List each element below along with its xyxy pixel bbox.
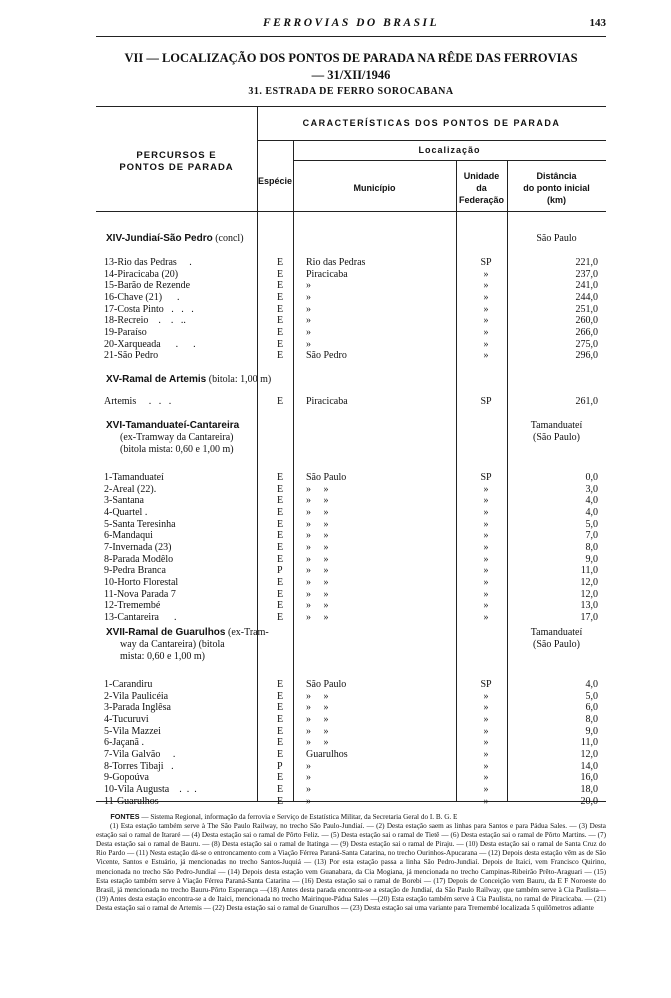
- cell-name: 16-Chave (21) .: [104, 291, 180, 303]
- table-row: [96, 749, 606, 761]
- cell-uf: »: [483, 783, 489, 795]
- cell-uf: »: [483, 483, 489, 495]
- cell-mun: » »: [306, 713, 329, 725]
- cell-uf: »: [483, 291, 489, 303]
- header-especie: Espécie: [257, 176, 293, 186]
- cell-dist: 7,0: [585, 530, 598, 542]
- cell-mun: »: [306, 326, 311, 338]
- table-row: [96, 339, 606, 351]
- running-header: [96, 17, 606, 33]
- page-title: [96, 50, 606, 84]
- cell-dist: 8,0: [585, 713, 598, 725]
- cell-name: 9-Gopoúva: [104, 772, 149, 784]
- page-number: 143: [589, 17, 606, 29]
- table-row: [96, 315, 606, 327]
- cell-uf: »: [483, 760, 489, 772]
- cell-mun: »: [306, 772, 311, 784]
- cell-mun: » »: [306, 518, 329, 530]
- cell-uf: »: [483, 338, 489, 350]
- cell-name: 10-Vila Augusta . . .: [104, 783, 197, 795]
- table-row: [96, 484, 606, 496]
- cell-esp: E: [277, 495, 284, 507]
- cell-mun: »: [306, 315, 311, 327]
- cell-esp: E: [277, 783, 284, 795]
- table-row: [96, 507, 606, 519]
- header-bottom-rule: [96, 211, 606, 212]
- cell-name: 20-Xarqueada . .: [104, 338, 196, 350]
- table-row: [96, 495, 606, 507]
- cell-esp: E: [277, 326, 284, 338]
- cell-esp: E: [277, 338, 284, 350]
- cell-uf: »: [483, 772, 489, 784]
- cell-dist: 260,0: [575, 315, 598, 327]
- cell-esp: E: [277, 795, 284, 807]
- table-row: [96, 612, 606, 624]
- cell-dist: 12,0: [580, 748, 598, 760]
- cell-name: 7-Vila Galvão .: [104, 748, 176, 760]
- cell-uf: »: [483, 702, 489, 714]
- distance-origin: (São Paulo): [533, 639, 580, 650]
- section-title: [106, 374, 271, 386]
- cell-dist: 9,0: [585, 553, 598, 565]
- cell-dist: 13,0: [580, 600, 598, 612]
- cell-mun: São Pedro: [306, 350, 347, 362]
- table-row: [96, 519, 606, 531]
- cell-uf: »: [483, 576, 489, 588]
- table-row: [96, 600, 606, 612]
- fontes-intro: — Sistema Regional, informação da ferrovia e Serviço de Estatística Militar, da Secretaria Geral do I. B. G. E: [139, 813, 458, 821]
- distance-origin: São Paulo: [536, 233, 577, 244]
- cell-name: 1-Tamanduateí: [104, 472, 164, 483]
- header-percursos: PERCURSOS E PONTOS DE PARADA: [119, 150, 234, 173]
- distance-origin: Tamanduateí: [530, 420, 583, 431]
- cell-mun: » »: [306, 611, 329, 623]
- cell-mun: » »: [306, 600, 329, 612]
- cell-name: 8-Torres Tibaji .: [104, 760, 174, 772]
- cell-esp: E: [277, 576, 284, 588]
- cell-esp: E: [277, 291, 284, 303]
- cell-dist: 18,0: [580, 783, 598, 795]
- cell-mun: » »: [306, 530, 329, 542]
- cell-name: 19-Paraíso: [104, 326, 147, 338]
- table-row: [96, 796, 606, 808]
- cell-uf: »: [483, 280, 489, 292]
- cell-mun: » »: [306, 690, 329, 702]
- table-row: [96, 304, 606, 316]
- cell-mun: »: [306, 303, 311, 315]
- cell-name: 18-Recreio . . ..: [104, 315, 186, 327]
- section-title: [106, 420, 239, 432]
- cell-uf: »: [483, 541, 489, 553]
- table-row: [96, 565, 606, 577]
- cell-uf: »: [483, 495, 489, 507]
- table-row: [96, 691, 606, 703]
- cell-mun: » »: [306, 588, 329, 600]
- table-row: [96, 350, 606, 362]
- cell-uf: »: [483, 737, 489, 749]
- table-row: [96, 772, 606, 784]
- section-subtitle: mista: 0,60 e 1,00 m): [120, 651, 205, 662]
- cell-name: 14-Piracicaba (20): [104, 268, 179, 280]
- fontes-notes: (1) Esta estação também serve à The São Paulo Railway, no trecho São Paulo-Jundiaí. — (2) Desta estação saem as linhas para Santos e para Pádua Sales. — (3) Desta estação sai o ramal de Itararé — (4) Desta estação sai o ramal de Pôrto Feliz. — (5) Desta estação sai o ramal de Tietê — (6) Desta estação sai o ramal de Pôrto Martins. — (7) Desta estação sai o ramal de Bauru. — (8) Desta estação sai o ramal de Itatinga — (9) Desta estação sai o ramal de Piraju. — (10) Desta estação sai o ramal de Santa Cruz do Rio Pardo — (11) Nesta estação dá-se o entroncamento com a Viação Férrea Paraná-Santa Catarina, no trecho Ourinhos-Apucarana — (12) Depois desta estação vêm as de São Vicente, Santos e Estuário, já mencionadas no trecho Santos-Juquiá — (13) Por esta estação passa a linha São Pedro-Jundiaí. Depois de Itaici, vem Francisco Quirino, mencionada no trecho São Pedro-Jundiaí — (14) Depois desta estação vem Guanabara, da Cia Mogiana, já mencionada no trecho Campinas-Ribeirão Prêto-Araguari — (15) Esta estação também serve à Viação Férrea Paraná-Santa Catarina — (16) Desta estação sai o ramal de Borebi — (17) Depois de Conceição vem Bauru, da E F Noroeste do Brasil, já mencionada no trecho Bauru-Pôrto Esperança —(18) Antes desta parada encontra-se a estação de Jundiaí, da São Paulo Railway, que também serve à Cia Paulista—(19) Antes desta estação encontra-se a de Itaici, mencionada no trecho Mairinque-Pádua Sales —(20) Esta estação também serve à Cia Paulista, no ramal de Piracicaba. — (21) Desta estação sai o ramal de Artemis — (22) Desta estação sai o ramal de Guarulhos — (23) Desta estação sai uma variante para Tremembé localizada 5 quilômetros adiante: [96, 822, 606, 912]
- cell-name: 8-Parada Modêlo: [104, 553, 174, 565]
- section-title-main: XVI-Tamanduateí-Cantareira: [106, 420, 240, 431]
- cell-dist: 12,0: [580, 588, 598, 600]
- cell-uf: »: [483, 588, 489, 600]
- cell-uf: »: [483, 795, 489, 807]
- cell-mun: » »: [306, 541, 329, 553]
- running-title: FERROVIAS DO BRASIL: [263, 17, 439, 29]
- cell-uf: »: [483, 748, 489, 760]
- section-subtitle: way da Cantareira) (bitola: [120, 639, 225, 650]
- table-row: [96, 714, 606, 726]
- distance-origin: (São Paulo): [533, 432, 580, 443]
- cell-name: 11-Guarulhos: [104, 795, 159, 807]
- cell-name: Artemis . . .: [104, 396, 172, 407]
- cell-mun: Piracicaba: [306, 268, 348, 280]
- cell-dist: 241,0: [575, 280, 598, 292]
- cell-esp: E: [277, 506, 284, 518]
- table-row: [96, 702, 606, 714]
- cell-name: 12-Tremembé: [104, 600, 161, 612]
- cell-dist: 296,0: [575, 350, 598, 362]
- cell-dist: 4,0: [585, 679, 598, 690]
- cell-mun: » »: [306, 495, 329, 507]
- table-row: [96, 530, 606, 542]
- cell-name: 4-Tucuruvi: [104, 713, 149, 725]
- header-municipio: Município: [353, 183, 396, 193]
- title-line-1: VII — LOCALIZAÇÃO DOS PONTOS DE PARADA NA RÊDE DAS FERROVIAS: [124, 51, 578, 65]
- cell-mun: Guarulhos: [306, 748, 348, 760]
- cell-name: 11-Nova Parada 7: [104, 588, 176, 600]
- cell-uf: SP: [480, 472, 492, 483]
- cell-esp: E: [277, 588, 284, 600]
- section-title-note: (concl): [212, 233, 244, 244]
- cell-name: 3-Santana: [104, 495, 144, 507]
- cell-name: 6-Jaçanã .: [104, 737, 144, 749]
- header-localizacao: Localização: [418, 145, 481, 155]
- cell-name: 13-Rio das Pedras .: [104, 257, 192, 268]
- cell-mun: Rio das Pedras: [306, 257, 366, 268]
- cell-name: 4-Quartel .: [104, 506, 148, 518]
- cell-mun: » »: [306, 725, 329, 737]
- cell-dist: 11,0: [580, 565, 598, 577]
- cell-name: 5-Vila Mazzei: [104, 725, 161, 737]
- cell-name: 1-Carandiru: [104, 679, 153, 690]
- section-title-note: (bitola: 1,00 m): [206, 374, 272, 385]
- cell-name: 3-Parada Inglêsa: [104, 702, 171, 714]
- table-row: [96, 472, 606, 484]
- cell-esp: E: [277, 600, 284, 612]
- table-row: [96, 726, 606, 738]
- cell-uf: »: [483, 315, 489, 327]
- cell-dist: 275,0: [575, 338, 598, 350]
- cell-uf: »: [483, 725, 489, 737]
- table-row: [96, 257, 606, 269]
- cell-dist: 6,0: [585, 702, 598, 714]
- cell-uf: SP: [480, 679, 492, 690]
- cell-dist: 14,0: [580, 760, 598, 772]
- cell-mun: »: [306, 280, 311, 292]
- railway-subtitle: 31. ESTRADA DE FERRO SOROCABANA: [248, 86, 454, 97]
- cell-mun: » »: [306, 576, 329, 588]
- cell-uf: »: [483, 506, 489, 518]
- cell-esp: E: [277, 553, 284, 565]
- cell-uf: »: [483, 326, 489, 338]
- fontes-label: FONTES: [110, 812, 140, 821]
- cell-name: 21-São Pedro: [104, 350, 159, 362]
- table-row: [96, 292, 606, 304]
- table-row: [96, 679, 606, 691]
- cell-mun: »: [306, 760, 311, 772]
- cell-dist: 5,0: [585, 690, 598, 702]
- cell-mun: »: [306, 338, 311, 350]
- cell-esp: E: [277, 268, 284, 280]
- cell-uf: »: [483, 530, 489, 542]
- section-title: [106, 233, 244, 245]
- table-row: [96, 280, 606, 292]
- cell-uf: »: [483, 553, 489, 565]
- cell-esp: E: [277, 472, 284, 483]
- cell-name: 10-Horto Florestal: [104, 576, 179, 588]
- cell-mun: » »: [306, 737, 329, 749]
- cell-esp: E: [277, 713, 284, 725]
- cell-esp: E: [277, 725, 284, 737]
- cell-esp: E: [277, 483, 284, 495]
- cell-dist: 8,0: [585, 541, 598, 553]
- cell-dist: 16,0: [580, 772, 598, 784]
- cell-dist: 20,0: [580, 795, 598, 807]
- cell-esp: E: [277, 280, 284, 292]
- cell-dist: 12,0: [580, 576, 598, 588]
- cell-mun: »: [306, 783, 311, 795]
- cell-dist: 221,0: [575, 257, 598, 268]
- cell-dist: 251,0: [575, 303, 598, 315]
- cell-esp: E: [277, 737, 284, 749]
- cell-uf: »: [483, 268, 489, 280]
- cell-esp: E: [277, 748, 284, 760]
- cell-name: 17-Costa Pinto . . .: [104, 303, 194, 315]
- cell-uf: SP: [480, 396, 492, 407]
- cell-uf: »: [483, 565, 489, 577]
- cell-uf: »: [483, 600, 489, 612]
- cell-dist: 4,0: [585, 506, 598, 518]
- cell-dist: 17,0: [580, 611, 598, 623]
- section-title-main: XIV-Jundiaí-São Pedro: [106, 233, 213, 244]
- cell-esp: E: [277, 396, 284, 407]
- cell-esp: E: [277, 518, 284, 530]
- cell-uf: SP: [480, 257, 492, 268]
- cell-uf: »: [483, 713, 489, 725]
- cell-uf: »: [483, 350, 489, 362]
- cell-esp: E: [277, 611, 284, 623]
- title-line-2: — 31/XII/1946: [311, 68, 391, 82]
- table-row: [96, 784, 606, 796]
- cell-uf: »: [483, 611, 489, 623]
- cell-dist: 9,0: [585, 725, 598, 737]
- rule-under-caracteristicas: [257, 140, 606, 141]
- table-row: [96, 761, 606, 773]
- header-rule: [96, 36, 606, 37]
- cell-dist: 266,0: [575, 326, 598, 338]
- table-top-rule: [96, 106, 606, 107]
- section-subtitle: (ex-Tramway da Cantareira): [120, 432, 234, 443]
- cell-name: 13-Cantareira .: [104, 611, 177, 623]
- cell-mun: São Paulo: [306, 472, 347, 483]
- cell-uf: »: [483, 303, 489, 315]
- cell-mun: »: [306, 795, 311, 807]
- cell-uf: »: [483, 690, 489, 702]
- table-row: [96, 269, 606, 281]
- table-row: [96, 396, 606, 408]
- cell-esp: E: [277, 702, 284, 714]
- table-row: [96, 542, 606, 554]
- table-row: [96, 737, 606, 749]
- cell-mun: » »: [306, 483, 329, 495]
- cell-mun: » »: [306, 702, 329, 714]
- cell-dist: 244,0: [575, 291, 598, 303]
- cell-dist: 5,0: [585, 518, 598, 530]
- rule-under-localizacao: [293, 160, 606, 161]
- cell-esp: E: [277, 315, 284, 327]
- cell-esp: E: [277, 350, 284, 362]
- cell-mun: » »: [306, 506, 329, 518]
- cell-name: 15-Barão de Rezende: [104, 280, 191, 292]
- cell-esp: E: [277, 690, 284, 702]
- cell-esp: E: [277, 679, 284, 690]
- cell-dist: 0,0: [585, 472, 598, 483]
- cell-mun: »: [306, 291, 311, 303]
- sources-footnotes: [96, 812, 606, 913]
- cell-name: 2-Areal (22).: [104, 483, 157, 495]
- cell-esp: E: [277, 772, 284, 784]
- table-row: [96, 327, 606, 339]
- cell-mun: » »: [306, 565, 329, 577]
- cell-esp: E: [277, 530, 284, 542]
- cell-dist: 4,0: [585, 495, 598, 507]
- cell-esp: P: [277, 565, 283, 577]
- distance-origin: Tamanduateí: [530, 627, 583, 638]
- table-row: [96, 589, 606, 601]
- cell-dist: 11,0: [580, 737, 598, 749]
- cell-mun: São Paulo: [306, 679, 347, 690]
- cell-name: 5-Santa Teresinha: [104, 518, 176, 530]
- header-unidade: Unidade da Federação: [458, 171, 505, 205]
- cell-mun: Piracicaba: [306, 396, 348, 407]
- cell-dist: 3,0: [585, 483, 598, 495]
- cell-esp: E: [277, 303, 284, 315]
- cell-name: 2-Vila Paulicéia: [104, 690, 169, 702]
- section-title-main: XVII-Ramal de Guarulhos: [106, 627, 226, 638]
- cell-mun: » »: [306, 553, 329, 565]
- cell-name: 7-Invernada (23): [104, 541, 172, 553]
- cell-dist: 237,0: [575, 268, 598, 280]
- cell-esp: P: [277, 760, 283, 772]
- cell-name: 6-Mandaqui: [104, 530, 153, 542]
- table-row: [96, 554, 606, 566]
- section-subtitle: (bitola mista: 0,60 e 1,00 m): [120, 444, 234, 455]
- cell-uf: »: [483, 518, 489, 530]
- cell-esp: E: [277, 257, 284, 268]
- header-caracteristicas: CARACTERÍSTICAS DOS PONTOS DE PARADA: [302, 118, 561, 128]
- cell-esp: E: [277, 541, 284, 553]
- cell-dist: 261,0: [575, 396, 598, 407]
- section-title-main: XV-Ramal de Artemis: [106, 374, 207, 385]
- section-title: [106, 627, 269, 639]
- table-row: [96, 577, 606, 589]
- cell-name: 9-Pedra Branca: [104, 565, 166, 577]
- section-title-note: (ex-Tram-: [225, 627, 269, 638]
- header-distancia: Distância do ponto inicial (km): [523, 171, 590, 205]
